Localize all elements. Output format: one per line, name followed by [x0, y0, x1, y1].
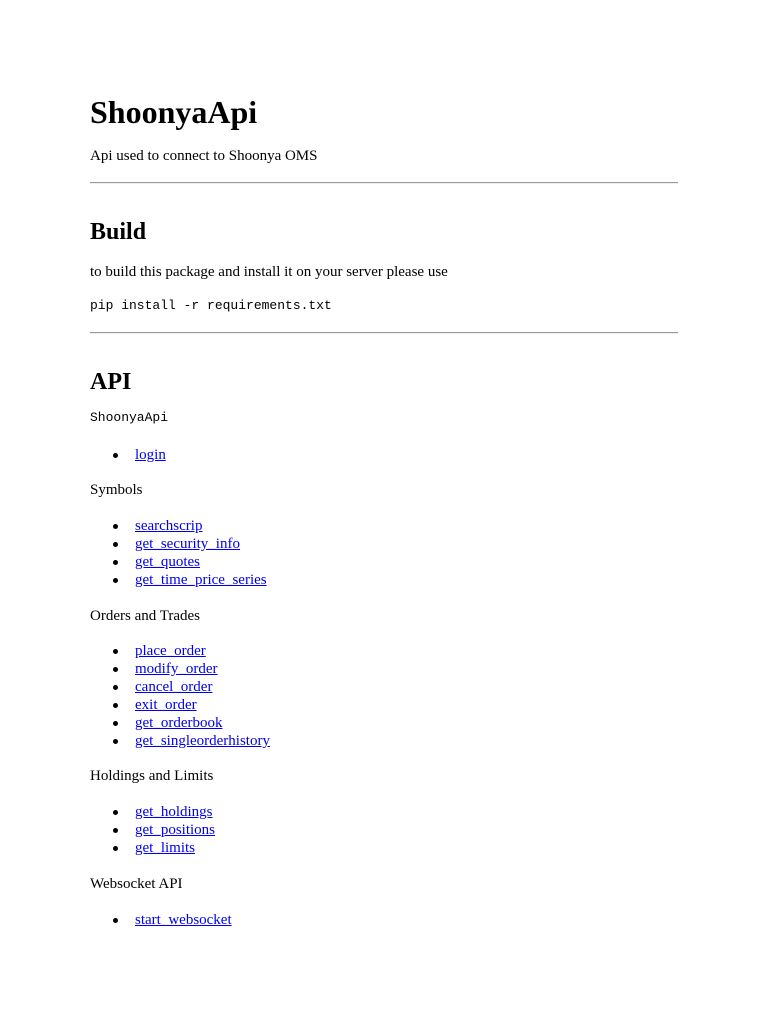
bullet-icon [113, 453, 118, 458]
bullet-icon [113, 542, 118, 547]
list-item [90, 571, 267, 589]
api-class-name: ShoonyaApi [90, 410, 169, 425]
build-heading: Build [90, 219, 147, 245]
api-method-link[interactable]: get_singleorderhistory [135, 733, 270, 749]
list-item [90, 678, 270, 696]
api-method-link[interactable]: get_time_price_series [135, 572, 267, 588]
bullet-icon [113, 918, 118, 923]
list-item [90, 732, 270, 750]
symbols-link-list [90, 517, 267, 589]
api-method-link[interactable]: get_orderbook [135, 715, 223, 731]
list-item [90, 821, 215, 839]
bullet-icon [113, 685, 118, 690]
page-title: ShoonyaApi [90, 94, 258, 130]
list-item [90, 517, 267, 535]
api-method-link[interactable]: get_limits [135, 840, 195, 856]
bullet-icon [113, 846, 118, 851]
bullet-icon [113, 739, 118, 744]
api-method-link[interactable]: searchscrip [135, 518, 203, 534]
list-item [90, 911, 232, 929]
list-item [90, 803, 215, 821]
section-label-holdings: Holdings and Limits [90, 768, 214, 784]
bullet-icon [113, 524, 118, 529]
bullet-icon [113, 649, 118, 654]
list-item [90, 714, 270, 732]
bullet-icon [113, 828, 118, 833]
page-subtitle: Api used to connect to Shoonya OMS [90, 148, 318, 164]
list-item [90, 535, 267, 553]
api-method-link[interactable]: start_websocket [135, 912, 232, 928]
list-item [90, 839, 215, 857]
api-method-link[interactable]: get_positions [135, 822, 216, 838]
api-method-link[interactable]: get_quotes [135, 554, 200, 570]
section-label-symbols: Symbols [90, 482, 143, 498]
api-method-link[interactable]: login [135, 447, 166, 463]
section-label-orders: Orders and Trades [90, 608, 200, 624]
divider [90, 182, 678, 184]
api-method-link[interactable]: cancel_order [135, 679, 213, 695]
list-item [90, 553, 267, 571]
bullet-icon [113, 721, 118, 726]
api-heading: API [90, 369, 132, 395]
api-method-link[interactable]: get_security_info [135, 536, 240, 552]
holdings-link-list [90, 803, 215, 857]
bullet-icon [113, 703, 118, 708]
bullet-icon [113, 810, 118, 815]
websocket-link-list [90, 911, 232, 929]
api-method-link[interactable]: place_order [135, 643, 206, 659]
api-method-link[interactable]: exit_order [135, 697, 197, 713]
bullet-icon [113, 578, 118, 583]
list-item [90, 642, 270, 660]
orders-link-list [90, 642, 270, 750]
section-label-websocket: Websocket API [90, 876, 183, 892]
api-method-link[interactable]: modify_order [135, 661, 218, 677]
divider [90, 332, 678, 334]
list-item [90, 660, 270, 678]
bullet-icon [113, 667, 118, 672]
api-method-link[interactable]: get_holdings [135, 804, 213, 820]
build-description: to build this package and install it on your server please use [90, 264, 448, 280]
list-item [90, 696, 270, 714]
login-link-list [90, 446, 166, 464]
bullet-icon [113, 560, 118, 565]
install-command: pip install -r requirements.txt [90, 298, 332, 313]
list-item [90, 446, 166, 464]
